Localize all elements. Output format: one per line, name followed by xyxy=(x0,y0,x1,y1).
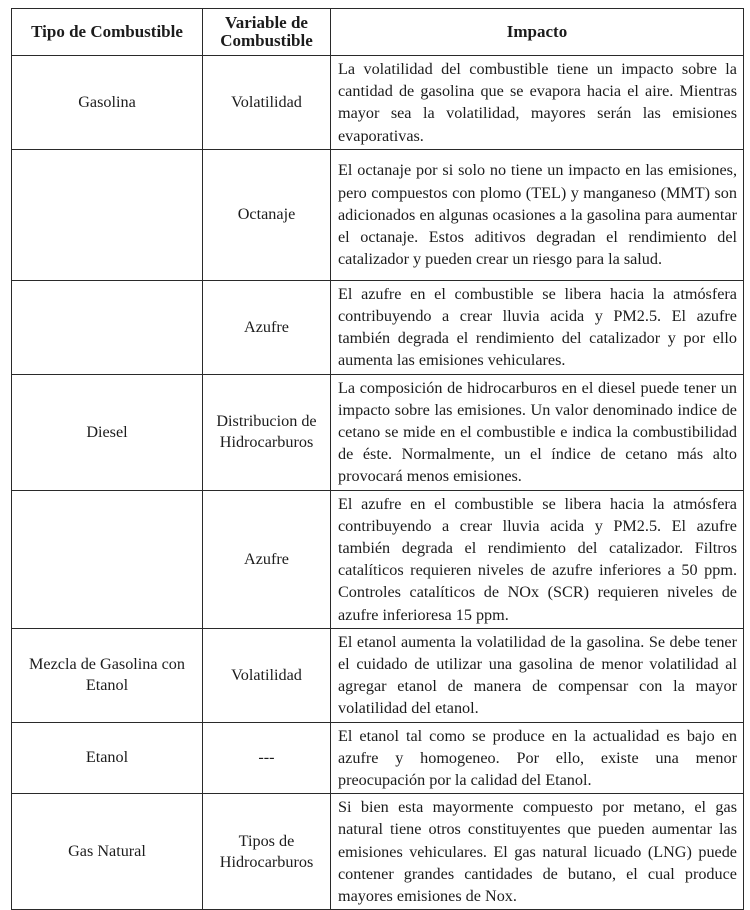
impact-text: La composición de hidrocarburos en el diesel puede tener un impacto sobre las emisiones. Un valor denominado indice de cetano se mide en el combustible e indica la combustibilidad de éste. Normalmente, un el índice de cetano más alto provocará menos emisiones. xyxy=(338,378,737,486)
fuel-variable-cell xyxy=(203,56,331,150)
fuel-variable-text: Volatilidad xyxy=(231,665,302,684)
fuel-type-cell xyxy=(12,722,203,794)
table-row xyxy=(12,722,744,794)
fuel-variable-text: Octanaje xyxy=(237,205,296,224)
fuel-variable-cell xyxy=(203,722,331,794)
fuel-type-cell xyxy=(12,490,203,628)
fuel-type-cell xyxy=(12,794,203,910)
fuel-variable-text: Tipos de Hidrocarburos xyxy=(219,831,314,871)
fuel-variable-cell xyxy=(203,149,331,280)
impact-text: El azufre en el combustible se libera hacia la atmósfera contribuyendo a crear lluvia acida y PM2.5. El azufre también degrada el rendimiento del catalizador. Filtros catalíticos requieren niveles de azufre inferiores a 50 ppm. Controles catalíticos de NOx (SCR) requieren niveles de azufre inferioresa 15 ppm. xyxy=(338,494,737,624)
fuel-type-cell xyxy=(12,374,203,490)
fuel-type-cell xyxy=(12,628,203,722)
table-row xyxy=(12,794,744,910)
fuel-type-cell xyxy=(12,56,203,150)
impact-cell xyxy=(331,628,744,722)
fuel-type-text: Gas Natural xyxy=(68,842,146,861)
header-fuel-type: Tipo de Combustible xyxy=(12,9,203,56)
table-row xyxy=(12,149,744,280)
impact-text: El etanol tal como se produce en la actualidad es bajo en azufre y homogeneo. Por ello, existe una menor preocupación por la calidad del Etanol. xyxy=(338,726,737,790)
impact-text: El etanol aumenta la volatilidad de la gasolina. Se debe tener el cuidado de utilizar una gasolina de menor volatilidad al agregar etanol de manera de compensar con la mayor volatilidad del etanol. xyxy=(338,632,737,718)
fuel-variable-cell xyxy=(203,374,331,490)
fuel-variable-text: Azufre xyxy=(244,549,289,568)
table-row xyxy=(12,56,744,150)
impact-text: Si bien esta mayormente compuesto por metano, el gas natural tiene otros constituyentes que pueden aumentar las emisiones vehiculares. El gas natural licuado (LNG) puede contener grandes cantidades de butano, el cual produce mayores emisiones de Nox. xyxy=(338,798,737,906)
table-row xyxy=(12,280,744,374)
fuel-type-text: Diesel xyxy=(86,422,128,441)
impact-text: La volatilidad del combustible tiene un impacto sobre la cantidad de gasolina que se evapora hacia el aire. Mientras mayor sea la volatilidad, mayores serán las emisiones evaporativas. xyxy=(338,60,737,145)
fuel-variable-text: --- xyxy=(258,748,275,767)
fuel-variable-text: Volatilidad xyxy=(231,92,302,111)
impact-cell xyxy=(331,722,744,794)
header-fuel-variable: Variable de Combustible xyxy=(203,9,331,56)
fuel-type-cell xyxy=(12,149,203,280)
impact-cell xyxy=(331,794,744,910)
fuel-variable-cell xyxy=(203,628,331,722)
fuel-variable-text: Azufre xyxy=(244,317,289,336)
header-impact: Impacto xyxy=(331,9,744,56)
fuel-impact-table xyxy=(11,8,744,910)
impact-cell xyxy=(331,490,744,628)
table-row xyxy=(12,490,744,628)
fuel-type-text: Mezcla de Gasolina con Etanol xyxy=(29,655,185,695)
fuel-variable-cell xyxy=(203,490,331,628)
impact-cell xyxy=(331,56,744,150)
fuel-type-text: Etanol xyxy=(85,748,129,767)
table-header-row xyxy=(12,9,744,56)
fuel-type-text: Gasolina xyxy=(78,92,136,111)
fuel-variable-text: Distribucion de Hidrocarburos xyxy=(216,412,317,452)
impact-text: El octanaje por si solo no tiene un impacto en las emisiones, pero compuestos con plomo (TEL) y manganeso (MMT) son adicionados en algunas ocasiones a la gasolina para aumentar el octanaje. Estos aditivos degradan el rendimiento del catalizador y pueden crear un riesgo para la salud. xyxy=(338,161,737,269)
fuel-type-cell xyxy=(12,280,203,374)
impact-cell xyxy=(331,374,744,490)
fuel-variable-cell xyxy=(203,794,331,910)
impact-cell xyxy=(331,149,744,280)
table-row xyxy=(12,374,744,490)
impact-text: El azufre en el combustible se libera hacia la atmósfera contribuyendo a crear lluvia acida y PM2.5. El azufre también degrada el rendimiento del catalizador y por ello aumenta las emisiones vehiculares. xyxy=(338,284,737,370)
fuel-variable-cell xyxy=(203,280,331,374)
impact-cell xyxy=(331,280,744,374)
table-row xyxy=(12,628,744,722)
